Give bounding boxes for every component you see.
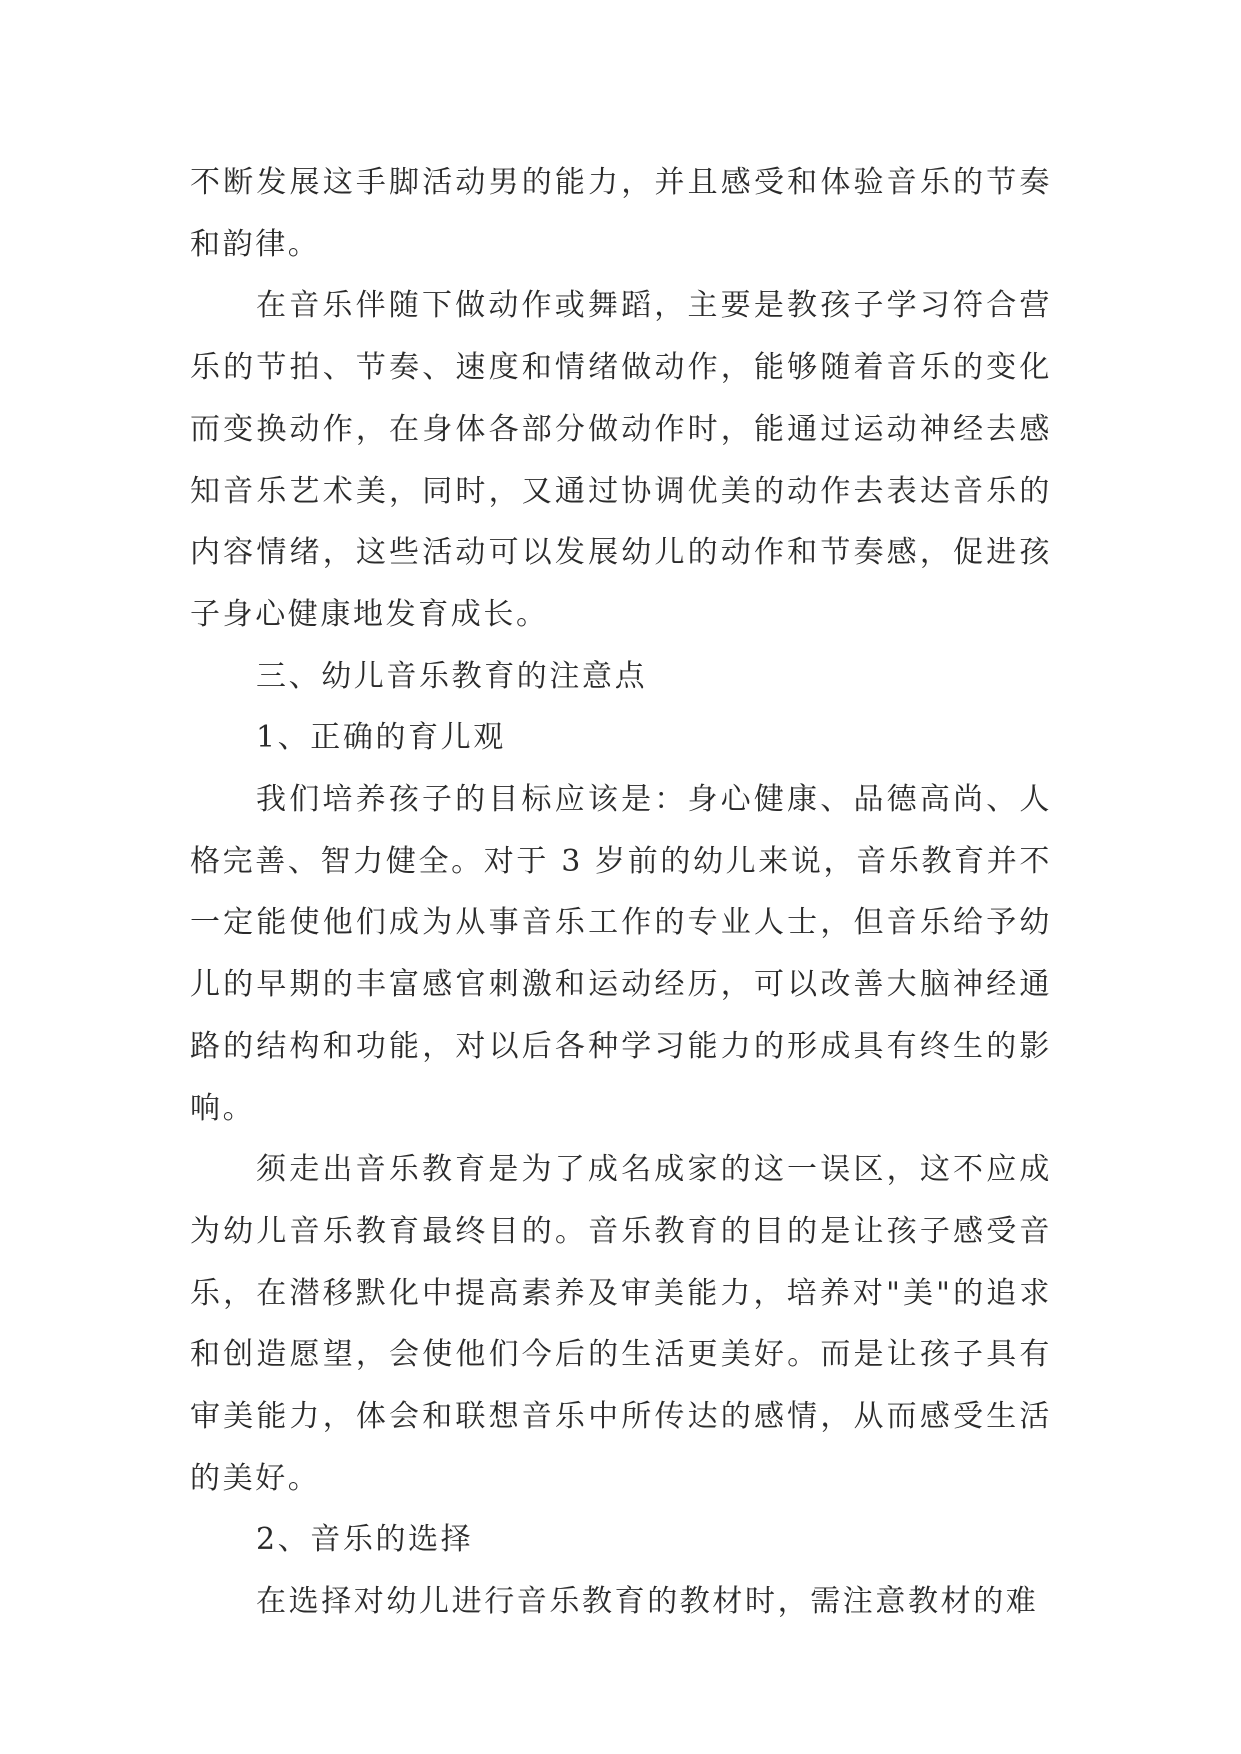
paragraph-goals: 我们培养孩子的目标应该是：身心健康、品德高尚、人格完善、智力健全。对于 3 岁前的幼儿来说，音乐教育并不一定能使他们成为从事音乐工作的专业人士，但音乐给予幼儿的早期的丰富感官刺激和运动经历，可以改善大脑神经通路的结构和功能，对以后各种学习能力的形成具有终生的影响。 [190, 782, 1052, 1126]
document-body [190, 152, 1052, 1633]
subheading-parenting-view: 1、正确的育儿观 [256, 720, 506, 756]
subheading-music-selection: 2、音乐的选择 [256, 1522, 474, 1558]
paragraph-music-movement: 在音乐伴随下做动作或舞蹈，主要是教孩子学习符合营乐的节拍、节奏、速度和情绪做动作，能够随着音乐的变化而变换动作，在身体各部分做动作时，能通过运动神经去感知音乐艺术美，同时，又通过协调优美的动作去表达音乐的内容情绪，这些活动可以发展幼儿的动作和节奏感，促进孩子身心健康地发育成长。 [190, 288, 1052, 632]
section-heading-notes: 三、幼儿音乐教育的注意点 [256, 658, 648, 694]
paragraph-continuation: 不断发展这手脚活动男的能力，并且感受和体验音乐的节奏和韵律。 [190, 165, 1052, 262]
paragraph-material-selection: 在选择对幼儿进行音乐教育的教材时，需注意教材的难 [256, 1584, 1039, 1620]
paragraph-misconception: 须走出音乐教育是为了成名成家的这一误区，这不应成为幼儿音乐教育最终目的。音乐教育的目的是让孩子感受音乐，在潜移默化中提高素养及审美能力，培养对"美"的追求和创造愿望，会使他们今后的生活更美好。而是让孩子具有审美能力，体会和联想音乐中所传达的感情，从而感受生活的美好。 [190, 1152, 1052, 1496]
